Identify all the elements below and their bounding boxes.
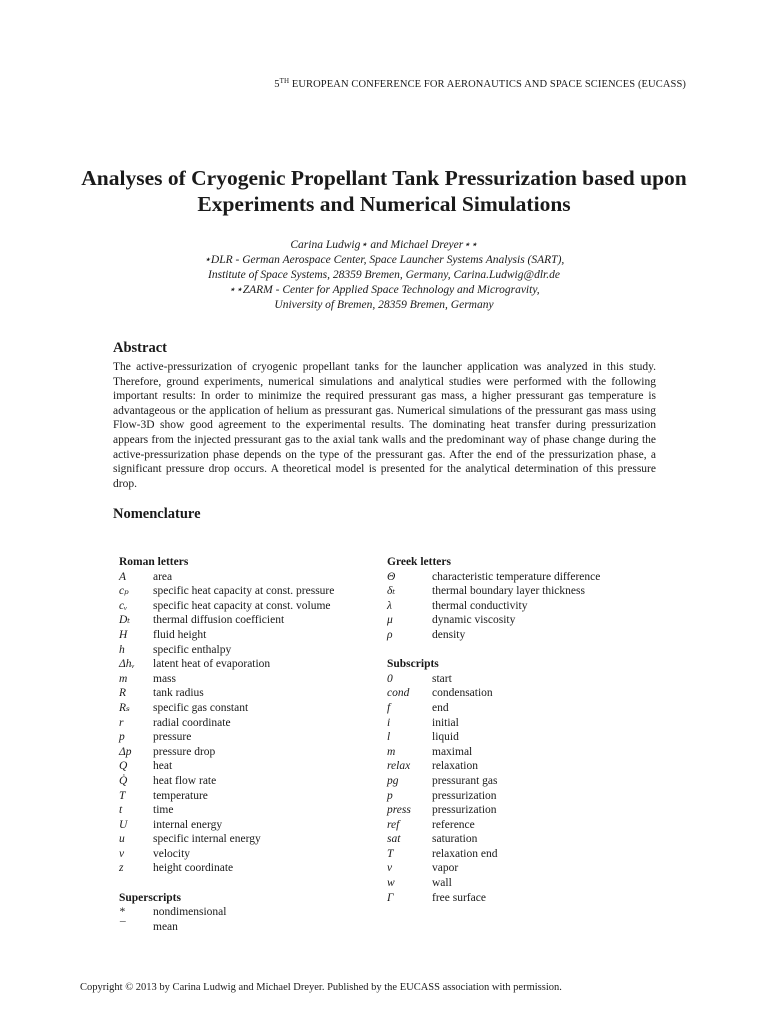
nomenclature-row: [387, 759, 687, 774]
nomenclature-description: specific heat capacity at const. volume: [153, 599, 331, 612]
nomenclature-symbol: p: [119, 731, 125, 744]
nomenclature-row: [387, 613, 687, 628]
nomenclature-symbol: relax: [387, 760, 411, 773]
nomenclature-description: nondimensional: [153, 906, 227, 919]
nomenclature-description: specific heat capacity at const. pressure: [153, 585, 335, 598]
nomenclature-symbol: press: [387, 804, 411, 817]
header-ordinal: 5: [274, 79, 280, 90]
nomenclature-row: [387, 774, 687, 789]
nomenclature-row: [387, 832, 687, 847]
nomenclature-row: [119, 613, 379, 628]
nomenclature-description: density: [432, 628, 466, 641]
superscripts-heading: Superscripts: [119, 891, 181, 904]
nomenclature-description: pressurization: [432, 789, 497, 802]
nomenclature-row: [387, 803, 687, 818]
nomenclature-left-column: [119, 555, 379, 934]
nomenclature-description: heat: [153, 760, 173, 773]
nomenclature-row: [119, 716, 379, 731]
nomenclature-row: [119, 628, 379, 643]
nomenclature-row: [119, 847, 379, 862]
nomenclature-row: [119, 643, 379, 658]
author-names: Carina Ludwig⋆ and Michael Dreyer⋆⋆: [290, 239, 478, 251]
nomenclature-symbol: R: [119, 687, 127, 700]
nomenclature-description: thermal diffusion coefficient: [153, 614, 285, 627]
nomenclature-right-column: [387, 555, 687, 905]
superscripts-list: [119, 905, 379, 934]
affiliation-line-2: Institute of Space Systems, 28359 Bremen, Germany, Carina.Ludwig@dlr.de: [208, 269, 560, 281]
nomenclature-row: [387, 672, 687, 687]
nomenclature-symbol: Δp: [119, 745, 132, 758]
nomenclature-description: area: [153, 570, 173, 583]
nomenclature-symbol: A: [119, 570, 127, 583]
nomenclature-symbol: *: [119, 906, 125, 919]
nomenclature-symbol: f: [387, 701, 391, 714]
abstract-heading: Abstract: [113, 340, 167, 356]
header-ordinal-suffix: TH: [279, 77, 290, 85]
abstract-text: The active-pressurization of cryogenic propellant tanks for the launcher application was analyzed in this study. Therefore, ground experiments, numerical simulations and analytical studies were performed with the following important results: In order to minimize the required pressurant gas mass, a higher pressurant gas temperature is advantageous or the application of helium as pressurant gas. Numerical simulations of the pressurant gas mass using Flow-3D show good agreement to the experimental results. The dominating heat transfer during pressurization appears from the injected pressurant gas to the axial tank walls and the predominant way of phase change during the active-pressurization phase depends on the type of the pressurant gas. After the end of the pressurization phase, a significant pressure drop occurs. A theoretical model is presented for the analytical determination of this pressure drop.: [113, 361, 656, 490]
nomenclature-row: [387, 847, 687, 862]
roman-letters-heading: Roman letters: [119, 556, 189, 568]
nomenclature-description: specific internal energy: [153, 833, 261, 846]
author-block: [84, 238, 684, 313]
affiliation-line-3: ⋆⋆ZARM - Center for Applied Space Technology and Microgravity,: [228, 284, 540, 296]
roman-letters-list: [119, 570, 379, 876]
nomenclature-description: temperature: [153, 789, 208, 802]
nomenclature-row: [119, 657, 379, 672]
nomenclature-description: condensation: [432, 687, 493, 700]
nomenclature-symbol: U: [119, 818, 128, 831]
nomenclature-symbol: cᵥ: [119, 599, 128, 612]
nomenclature-symbol: l: [387, 731, 391, 744]
affiliation-line-1: ⋆DLR - German Aerospace Center, Space Launcher Systems Analysis (SART),: [203, 254, 565, 266]
nomenclature-symbol: cₚ: [119, 585, 129, 598]
nomenclature-description: wall: [432, 877, 452, 890]
nomenclature-row: [387, 861, 687, 876]
nomenclature-row: [119, 759, 379, 774]
nomenclature-description: vapor: [432, 862, 459, 875]
greek-letters-list: [387, 570, 687, 643]
nomenclature-row: [387, 686, 687, 701]
nomenclature-symbol: λ: [387, 599, 392, 612]
nomenclature-description: fluid height: [153, 628, 207, 641]
nomenclature-symbol: v: [387, 862, 393, 875]
nomenclature-row: [119, 920, 379, 935]
nomenclature-symbol: m: [119, 672, 128, 685]
nomenclature-symbol: v: [119, 847, 125, 860]
nomenclature-symbol: i: [387, 716, 391, 729]
nomenclature-symbol: cond: [387, 687, 410, 700]
nomenclature-row: [119, 745, 379, 760]
nomenclature-row: [119, 789, 379, 804]
nomenclature-description: specific enthalpy: [153, 643, 232, 656]
nomenclature-symbol: t: [119, 804, 123, 817]
nomenclature-row: [119, 584, 379, 599]
nomenclature-symbol: Dₜ: [119, 614, 131, 627]
nomenclature-row: [387, 730, 687, 745]
nomenclature-description: thermal boundary layer thickness: [432, 585, 585, 598]
nomenclature-row: [119, 774, 379, 789]
nomenclature-description: pressure: [153, 731, 192, 744]
nomenclature-description: internal energy: [153, 818, 223, 831]
nomenclature-row: [119, 803, 379, 818]
nomenclature-description: heat flow rate: [153, 774, 217, 787]
nomenclature-symbol: Γ: [387, 891, 394, 904]
nomenclature-symbol: sat: [387, 833, 401, 846]
nomenclature-symbol: pg: [387, 774, 399, 787]
nomenclature-row: [119, 861, 379, 876]
nomenclature-symbol: T: [387, 847, 394, 860]
nomenclature-description: thermal conductivity: [432, 599, 528, 612]
nomenclature-description: radial coordinate: [153, 716, 231, 729]
copyright-footer: Copyright © 2013 by Carina Ludwig and Michael Dreyer. Published by the EUCASS association with permission.: [80, 982, 562, 993]
nomenclature-symbol: Rₛ: [119, 701, 130, 714]
nomenclature-description: velocity: [153, 847, 191, 860]
nomenclature-symbol: 0: [387, 672, 393, 685]
nomenclature-description: time: [153, 804, 174, 817]
nomenclature-symbol: Δhᵥ: [119, 658, 135, 671]
nomenclature-description: maximal: [432, 745, 473, 758]
nomenclature-symbol: Θ: [387, 570, 396, 583]
nomenclature-description: characteristic temperature difference: [432, 570, 601, 583]
nomenclature-row: [387, 599, 687, 614]
nomenclature-symbol: w: [387, 877, 395, 890]
nomenclature-description: pressurization: [432, 804, 497, 817]
nomenclature-description: liquid: [432, 731, 459, 744]
nomenclature-symbol: Q̇: [119, 774, 128, 787]
nomenclature-description: dynamic viscosity: [432, 614, 516, 627]
nomenclature-row: [387, 628, 687, 643]
nomenclature-row: [119, 672, 379, 687]
nomenclature-description: reference: [432, 818, 475, 831]
nomenclature-description: pressurant gas: [432, 774, 498, 787]
nomenclature-row: [387, 891, 687, 906]
nomenclature-symbol: r: [119, 716, 124, 729]
affiliation-line-4: University of Bremen, 28359 Bremen, Germany: [274, 299, 494, 311]
nomenclature-row: [119, 599, 379, 614]
nomenclature-description: start: [432, 672, 452, 685]
nomenclature-description: pressure drop: [153, 745, 216, 758]
nomenclature-description: height coordinate: [153, 862, 234, 875]
nomenclature-description: latent heat of evaporation: [153, 658, 271, 671]
nomenclature-description: relaxation: [432, 760, 478, 773]
nomenclature-symbol: ¯: [119, 920, 125, 933]
nomenclature-symbol: μ: [387, 614, 393, 627]
nomenclature-row: [119, 905, 379, 920]
nomenclature-description: relaxation end: [432, 847, 498, 860]
subscripts-list: [387, 672, 687, 906]
nomenclature-row: [387, 570, 687, 585]
nomenclature-row: [387, 818, 687, 833]
nomenclature-description: mean: [153, 920, 178, 933]
nomenclature-row: [119, 570, 379, 585]
nomenclature-description: mass: [153, 672, 176, 685]
conference-header: [274, 77, 686, 90]
nomenclature-symbol: δₜ: [387, 585, 396, 598]
nomenclature-symbol: z: [119, 862, 124, 875]
nomenclature-description: initial: [432, 716, 459, 729]
nomenclature-row: [387, 584, 687, 599]
nomenclature-row: [119, 701, 379, 716]
paper-title: Analyses of Cryogenic Propellant Tank Pressurization based upon Experiments and Numerical Simulations: [81, 166, 687, 216]
nomenclature-symbol: Q: [119, 760, 128, 773]
nomenclature-symbol: T: [119, 789, 126, 802]
nomenclature-symbol: ref: [387, 818, 400, 831]
nomenclature-row: [387, 716, 687, 731]
nomenclature-heading: Nomenclature: [113, 506, 201, 522]
nomenclature-symbol: ρ: [387, 628, 393, 641]
nomenclature-symbol: p: [387, 789, 393, 802]
nomenclature-symbol: h: [119, 643, 125, 656]
nomenclature-description: specific gas constant: [153, 701, 249, 714]
nomenclature-symbol: u: [119, 833, 125, 846]
nomenclature-row: [119, 730, 379, 745]
nomenclature-description: free surface: [432, 891, 486, 904]
nomenclature-row: [387, 701, 687, 716]
nomenclature-row: [119, 832, 379, 847]
nomenclature-row: [387, 745, 687, 760]
nomenclature-symbol: H: [119, 628, 128, 641]
nomenclature-row: [387, 789, 687, 804]
nomenclature-description: tank radius: [153, 687, 204, 700]
nomenclature-symbol: m: [387, 745, 396, 758]
nomenclature-description: end: [432, 701, 449, 714]
nomenclature-description: saturation: [432, 833, 478, 846]
nomenclature-row: [387, 876, 687, 891]
nomenclature-row: [119, 686, 379, 701]
subscripts-heading: Subscripts: [387, 658, 439, 671]
nomenclature-row: [119, 818, 379, 833]
header-conference-name: EUROPEAN CONFERENCE FOR AERONAUTICS AND SPACE SCIENCES (EUCASS): [289, 79, 686, 90]
greek-letters-heading: Greek letters: [387, 556, 451, 568]
